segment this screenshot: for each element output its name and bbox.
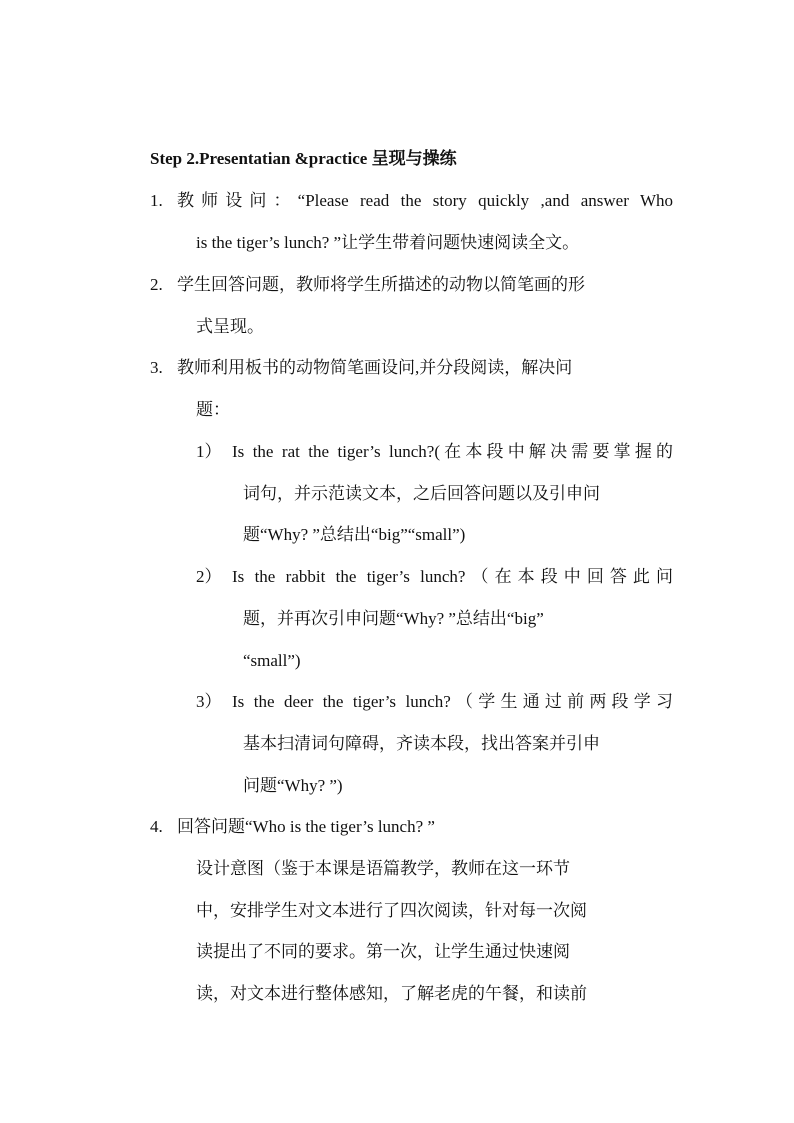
design-intent-line-1: 设计意图（鉴于本课是语篇教学，教师在这一环节	[196, 859, 570, 878]
design-intent-line-2: 中，安排学生对文本进行了四次阅读，针对每一次阅	[196, 901, 587, 920]
item-3-line-2: 题：	[196, 400, 230, 419]
subitem-2-line-3: “small”)	[243, 651, 301, 670]
item-3-number: 3.	[150, 358, 163, 377]
subitem-1-line-1: Is the rat the tiger’s lunch?(在本段中解决需要掌握的	[232, 442, 673, 461]
subitem-1-line-2: 词句，并示范读文本，之后回答问题以及引申问	[243, 484, 600, 503]
subitem-1-number: 1）	[196, 442, 222, 461]
item-1-line-1: 教师设问：“Please read the story quickly ,and answer Who	[177, 191, 673, 210]
subitem-2-line-1: Is the rabbit the tiger’s lunch?（在本段中回答此问	[232, 567, 673, 586]
design-intent-line-3: 读提出了不同的要求。第一次，让学生通过快速阅	[196, 942, 570, 961]
section-heading: Step 2.Presentatian &practice 呈现与操练	[150, 149, 457, 168]
subitem-3-line-3: 问题“Why? ”)	[243, 776, 343, 795]
subitem-2-number: 2）	[196, 567, 222, 586]
subitem-2-line-2: 题，并再次引申问题“Why? ”总结出“big”	[243, 609, 544, 628]
subitem-3-line-2: 基本扫清词句障碍，齐读本段，找出答案并引申	[243, 734, 600, 753]
item-4-line-1: 回答问题“Who is the tiger’s lunch? ”	[177, 817, 435, 836]
item-2-number: 2.	[150, 275, 163, 294]
subitem-3-line-1: Is the deer the tiger’s lunch?（学生通过前两段学习	[232, 692, 673, 711]
item-1-number: 1.	[150, 191, 163, 210]
item-2-line-2: 式呈现。	[196, 317, 264, 336]
item-2-line-1: 学生回答问题，教师将学生所描述的动物以简笔画的形	[177, 275, 585, 294]
subitem-3-number: 3）	[196, 692, 222, 711]
subitem-1-line-3: 题“Why? ”总结出“big”“small”)	[243, 525, 466, 544]
item-1-line-2: is the tiger’s lunch? ”让学生带着问题快速阅读全文。	[196, 233, 580, 252]
design-intent-line-4: 读，对文本进行整体感知，了解老虎的午餐，和读前	[196, 984, 587, 1003]
item-3-line-1: 教师利用板书的动物简笔画设问,并分段阅读，解决问	[177, 358, 573, 377]
item-4-number: 4.	[150, 817, 163, 836]
